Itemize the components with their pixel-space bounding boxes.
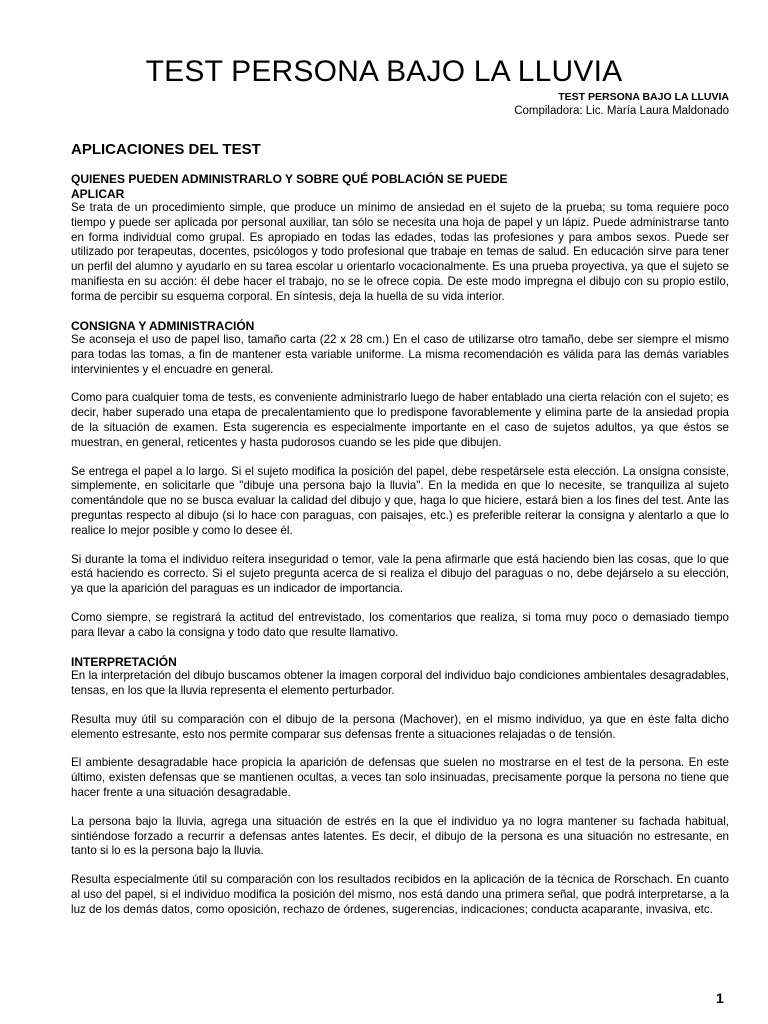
paragraph: El ambiente desagradable hace propicia la aparición de defensas que suelen no mostrarse en el test de la persona. En este último, existen defensas que se mantienen ocultas, a veces tan solo insinuadas, precisamente porque la persona no tiene que hacer frente a una situación desagradable. — [71, 756, 729, 799]
page-number: 1 — [716, 990, 724, 1006]
paragraph: Se entrega el papel a lo largo. Si el sujeto modifica la posición del papel, debe respetársele esta elección. La onsigna consiste, simplemente, en solicitarle que "dibuje una persona bajo la lluvia". En la medida en que lo necesite, se tranquiliza al sujeto comentándole que no se busca evaluar la calidad del dibujo y que, haga lo que hiciere, estará bien a los fines del test. Ante las preguntas respecto al dibujo (si lo hace con paraguas, con paisajes, etc.) es preferible reiterar la consigna y alentarlo a que lo realice lo mejor posible y como lo desee él. — [71, 464, 729, 537]
header-compiler: Compiladora: Lic. María Laura Maldonado — [514, 105, 729, 117]
heading-line: QUIENES PUEDEN ADMINISTRARLO Y SOBRE QUÉ POBLACIÓN SE PUEDE — [71, 172, 508, 186]
paragraph: Resulta especialmente útil su comparación con los resultados recibidos en la aplicación de la técnica de Rorschach. En cuanto al uso del papel, si el individuo modifica la posición del mismo, nos está dando una primera señal, que podrá interpretarse, a la luz de los demás datos, como oposición, rechazo de órdenes, sugerencias, indicaciones; conducta acaparante, invasiva, etc. — [71, 873, 729, 916]
paragraph: En la interpretación del dibujo buscamos obtener la imagen corporal del individuo bajo condiciones ambientales desagradables, tensas, en los que la lluvia representa el elemento perturbador. — [71, 669, 729, 697]
paragraph: Resulta muy útil su comparación con el dibujo de la persona (Machover), en el mismo individuo, ya que en éste falta dicho elemento estresante, esto nos permite comparar sus defensas frente a situaciones relajadas o de tensión. — [71, 712, 729, 741]
paragraph: Se trata de un procedimiento simple, que produce un mínimo de ansiedad en el sujeto de la prueba; su toma requiere poco tiempo y puede ser aplicada por personal auxiliar, tan sólo se necesita una hoja de papel y un lápiz. Puede administrarse tanto en forma individual como grupal. Es apropiado en todas las edades, todas las profesiones y para ambos sexos. Puede ser utilizado por terapeutas, docentes, psicólogos y todo profesional que trabaje en temas de salud. En educación sirve para tener un perfil del alumno y ayudarlo en su tarea escolar u orientarlo vocacionalmente. Es una prueba proyectiva, ya que el sujeto se manifiesta en su acción: él debe hacer el trabajo, no se le ofrece copia. De este modo impregna el dibujo con su propio estilo, forma de percibir su esquema corporal. En síntesis, deja la huella de su vida interior. — [71, 201, 729, 303]
subsection-heading-consigna: CONSIGNA Y ADMINISTRACIÓN — [71, 318, 255, 333]
paragraph: Como siempre, se registrará la actitud del entrevistado, los comentarios que realiza, si toma muy poco o demasiado tiempo para llevar a cabo la consigna y todo dato que resulte llamativo. — [71, 611, 729, 639]
header-title: TEST PERSONA BAJO LA LLUVIA — [558, 91, 729, 103]
document-title: TEST PERSONA BAJO LA LLUVIA — [145, 55, 623, 88]
section-heading-aplicaciones: APLICACIONES DEL TEST — [71, 141, 261, 158]
paragraph: Si durante la toma el individuo reitera inseguridad o temor, vale la pena afirmarle que está haciendo bien las cosas, que lo que está haciendo es correcto. Si el sujeto pregunta acerca de si realiza el dibujo del paraguas o no, debe dejárselo a su elección, ya que la aparición del paraguas es un indicador de importancia. — [71, 552, 729, 596]
subsection-heading-quienes — [71, 172, 729, 201]
paragraph: Se aconseja el uso de papel liso, tamaño carta (22 x 28 cm.) En el caso de utilizarse otro tamaño, debe ser siempre el mismo para todas las tomas, a fin de mantener esta variable uniforme. La misma recomendación es válida para las demás variables intervinientes y el encuadre en general. — [71, 333, 729, 376]
heading-line: APLICAR — [71, 186, 125, 201]
document-body — [71, 140, 729, 917]
paragraph: Como para cualquier toma de tests, es conveniente administrarlo luego de haber entablado una cierta relación con el sujeto; es decir, haber superado una etapa de precalentamiento que lo predispone favorablemente y elimina parte de la ansiedad propia de la situación de examen. Esta sugerencia es especialmente importante en el caso de sujetos adultos, ya que éstos se muestran, en general, reticentes y hasta pudorosos cuando se les pide que dibujen. — [71, 391, 729, 449]
subsection-heading-interpretacion: INTERPRETACIÓN — [71, 654, 177, 669]
running-header — [514, 90, 729, 118]
paragraph: La persona bajo la lluvia, agrega una situación de estrés en la que el individuo ya no logra mantener su fachada habitual, sintiéndose forzado a recurrir a defensas antes latentes. Es decir, el dibujo de la persona es una situación no estresante, en tanto si lo es la persona bajo la lluvia. — [71, 814, 729, 858]
